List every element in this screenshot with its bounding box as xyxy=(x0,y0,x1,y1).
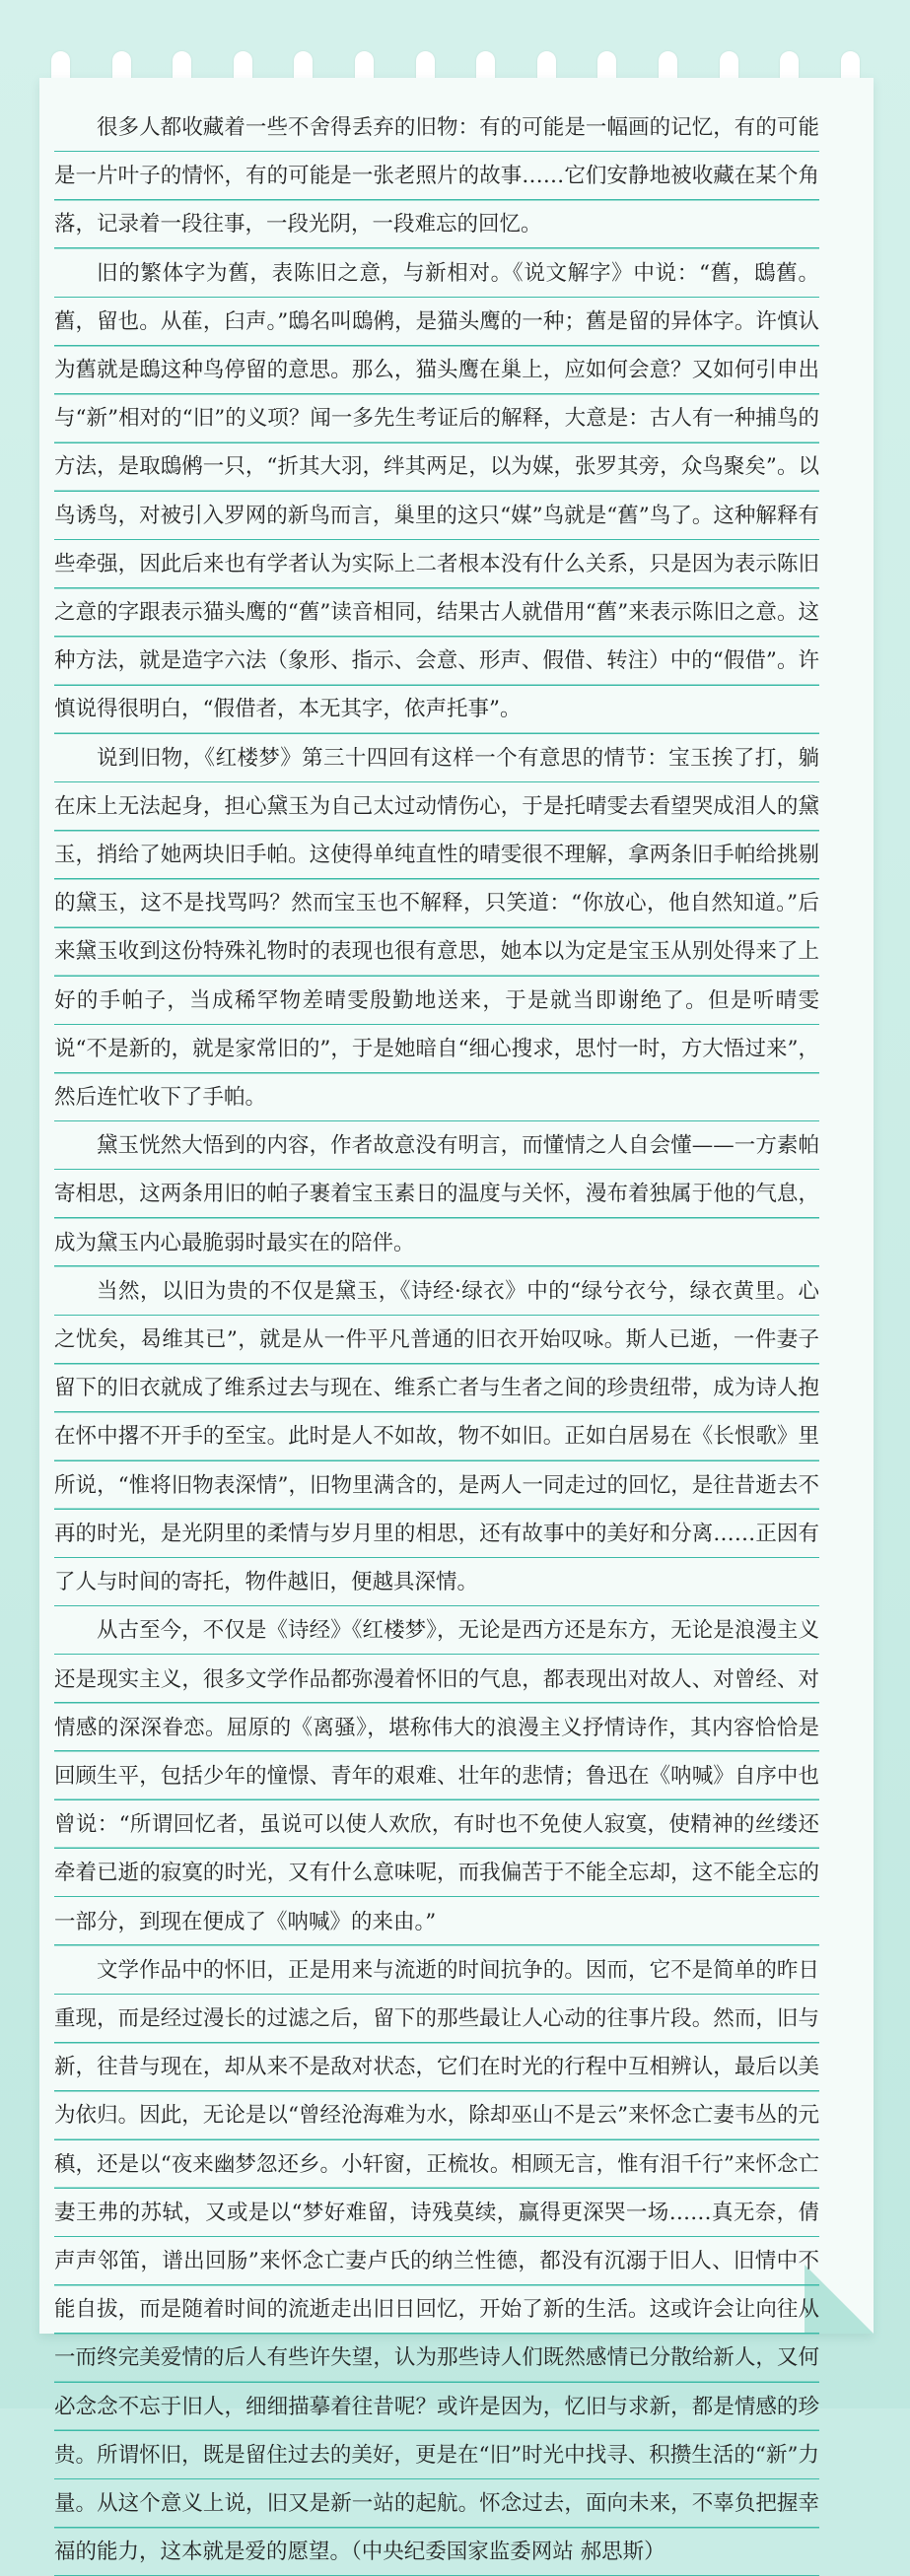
paragraph-book-of-songs: 当然，以旧为贵的不仅是黛玉，《诗经·绿衣》中的“绿兮衣兮，绿衣黄里。心之忧矣，曷维其已”，就是从一件平凡普通的旧衣开始叹咏。斯人已逝，一件妻子留下的旧衣就成了维系过去与现在、维系亡者与生者之间的珍贵纽带，成为诗人抱在怀中撂不开手的至宝。此时是人不如故，物不如旧。正如白居易在《长恨歌》里所说，“惟将旧物表深情”，旧物里满含的，是两人一同走过的回忆，是往昔逝去不再的时光，是光阴里的柔情与岁月里的相思，还有故事中的美好和分离……正因有了人与时间的寄托，物件越旧，便越具深情。 xyxy=(54,1267,819,1606)
paragraph-dream-of-red-chamber: 说到旧物，《红楼梦》第三十四回有这样一个有意思的情节：宝玉挨了打，躺在床上无法起身，担心黛玉为自己太过动情伤心，于是托晴雯去看望哭成泪人的黛玉，捎给了她两块旧手帕。这使得单纯直性的晴雯很不理解，拿两条旧手帕给挑剔的黛玉，这不是找骂吗？然而宝玉也不解释，只笑道：“你放心，他自然知道。”后来黛玉收到这份特殊礼物时的表现也很有意思，她本以为定是宝玉从别处得来了上好的手帕子，当成稀罕物差晴雯殷勤地送来，于是就当即谢绝了。但是听晴雯说“不是新的，就是家常旧的”，于是她暗自“细心搜求，思忖一时，方大悟过来”，然后连忙收下了手帕。 xyxy=(54,734,819,1122)
paragraph-conclusion: 文学作品中的怀旧，正是用来与流逝的时间抗争的。因而，它不是简单的昨日重现，而是经过漫长的过滤之后，留下的那些最让人心动的往事片段。然而，旧与新，往昔与现在，却从来不是敌对状态，它们在时光的行程中互相辨认，最后以美为依归。因此，无论是以“曾经沧海难为水，除却巫山不是云”来怀念亡妻韦丛的元稹，还是以“夜来幽梦忽还乡。小轩窗，正梳妆。相顾无言，惟有泪千行”来怀念亡妻王弗的苏轼，又或是以“梦好难留，诗残莫续，赢得更深哭一场……真无奈，倩声声邻笛，谱出回肠”来怀念亡妻卢氏的纳兰性德，都没有沉溺于旧人、旧情中不能自拔，而是随着时间的流逝走出旧日回忆，开始了新的生活。这或许会让向往从一而终完美爱情的后人有些许失望，认为那些诗人们既然感情已分散给新人，又何必念念不忘于旧人，细细描摹着往昔呢？或许是因为，忆旧与求新，都是情感的珍贵。所谓怀旧，既是留住过去的美好，更是在“旧”时光中找寻、积攒生活的“新”力量。从这个意义上说，旧又是新一站的起航。怀念过去，面向未来，不辜负把握幸福的能力，这本就是爱的愿望。（中央纪委国家监委网站 郝思斯） xyxy=(54,1946,819,2576)
paragraph-daiyu: 黛玉恍然大悟到的内容，作者故意没有明言，而懂情之人自会懂——一方素帕寄相思，这两条用旧的帕子裹着宝玉素日的温度与关怀，漫布着独属于他的气息，成为黛玉内心最脆弱时最实在的陪伴。 xyxy=(54,1121,819,1267)
article-body xyxy=(54,103,819,2576)
paragraph-literature: 从古至今，不仅是《诗经》《红楼梦》，无论是西方还是东方，无论是浪漫主义还是现实主义，很多文学作品都弥漫着怀旧的气息，都表现出对故人、对曾经、对情感的深深眷恋。屈原的《离骚》，堪称伟大的浪漫主义抒情诗作，其内容恰恰是回顾生平，包括少年的憧憬、青年的艰难、壮年的悲情；鲁迅在《呐喊》自序中也曾说：“所谓回忆者，虽说可以使人欢欣，有时也不免使人寂寞，使精神的丝缕还牵着已逝的寂寞的时光，又有什么意味呢，而我偏苦于不能全忘却，这不能全忘的一部分，到现在便成了《呐喊》的来由。” xyxy=(54,1606,819,1945)
paragraph-intro: 很多人都收藏着一些不舍得丢弃的旧物：有的可能是一幅画的记忆，有的可能是一片叶子的情怀，有的可能是一张老照片的故事……它们安静地被收藏在某个角落，记录着一段往事，一段光阴，一段难忘的回忆。 xyxy=(54,103,819,249)
paragraph-etymology: 旧的繁体字为舊，表陈旧之意，与新相对。《说文解字》中说：“舊，鴟舊。舊，留也。从萑，臼声。”鴟名叫鴟鸺，是猫头鹰的一种；舊是留的异体字。许慎认为舊就是鴟这种鸟停留的意思。那么，猫头鹰在巢上，应如何会意？又如何引申出与“新”相对的“旧”的义项？闻一多先生考证后的解释，大意是：古人有一种捕鸟的方法，是取鴟鸺一只，“折其大羽，绊其两足，以为媒，张罗其旁，众鸟聚矣”。以鸟诱鸟，对被引入罗网的新鸟而言，巢里的这只“媒”鸟就是“舊”鸟了。这种解释有些牵强，因此后来也有学者认为实际上二者根本没有什么关系，只是因为表示陈旧之意的字跟表示猫头鹰的“舊”读音相同，结果古人就借用“舊”来表示陈旧之意。这种方法，就是造字六法（象形、指示、会意、形声、假借、转注）中的“假借”。许慎说得很明白，“假借者，本无其字，依声托事”。 xyxy=(54,249,819,734)
